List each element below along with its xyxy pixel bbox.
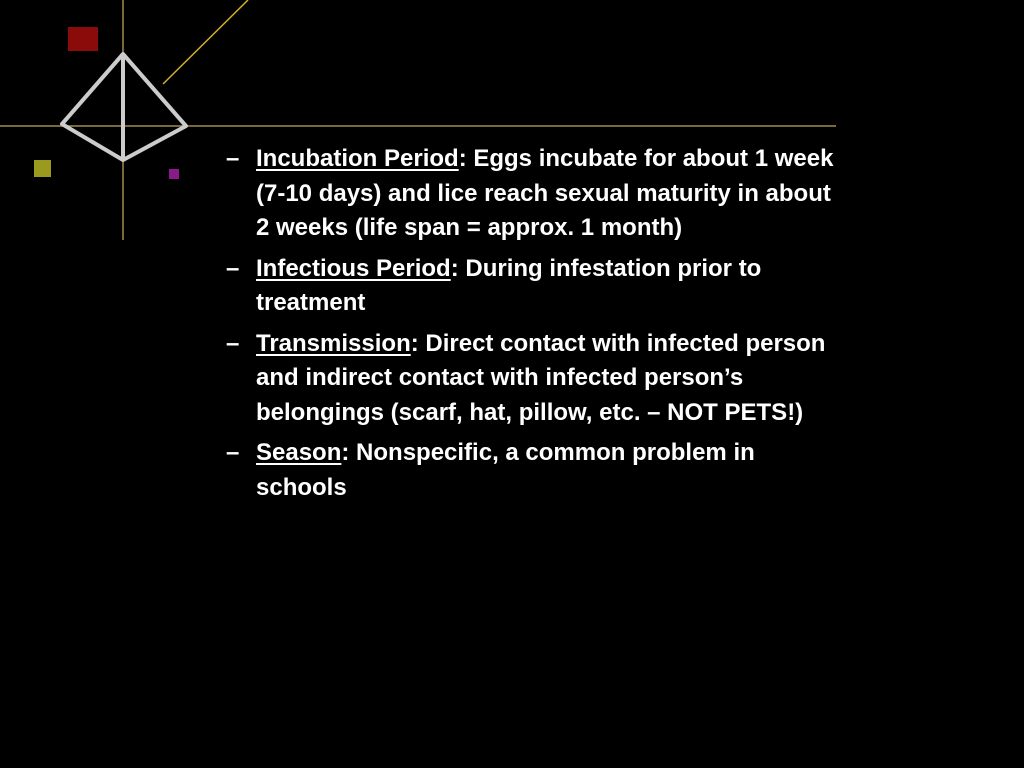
- bullet-infectious-period: [226, 252, 846, 321]
- red-square-icon: [68, 27, 98, 51]
- bullet-term: Incubation Period: [256, 145, 459, 172]
- bullet-dash: –: [226, 145, 240, 172]
- bullet-incubation-period: [226, 142, 846, 246]
- bullet-text: [256, 142, 846, 246]
- bullet-text: [256, 436, 846, 505]
- bullet-description: : Eggs incubate for about 1 week (7-10 days) and lice reach sexual maturity in about 2 weeks (life span = approx. 1 month): [256, 145, 834, 241]
- bullet-dash: –: [226, 329, 240, 357]
- bullet-dash: –: [226, 439, 240, 466]
- bullet-term: Season: [256, 439, 342, 466]
- bullet-season: [226, 436, 846, 505]
- diagonal-guide-line: [163, 0, 248, 84]
- bullet-term: Infectious Period: [256, 254, 451, 282]
- bullet-term: Transmission: [256, 329, 411, 357]
- bullet-transmission: [226, 327, 846, 431]
- bullet-dash: –: [226, 254, 240, 282]
- bullet-description: : Direct contact with infected person and indirect contact with infected person’s belongings (scarf, hat, pillow, etc. – NOT PETS!): [256, 329, 826, 426]
- bullet-list: [226, 142, 846, 511]
- purple-square-icon: [169, 169, 179, 179]
- pyramid-icon: [62, 54, 186, 160]
- bullet-text: [256, 327, 846, 431]
- bullet-text: [256, 252, 846, 321]
- bullet-description: : Nonspecific, a common problem in schools: [256, 439, 755, 501]
- olive-square-icon: [34, 160, 51, 177]
- bullet-description: : During infestation prior to treatment: [256, 254, 762, 316]
